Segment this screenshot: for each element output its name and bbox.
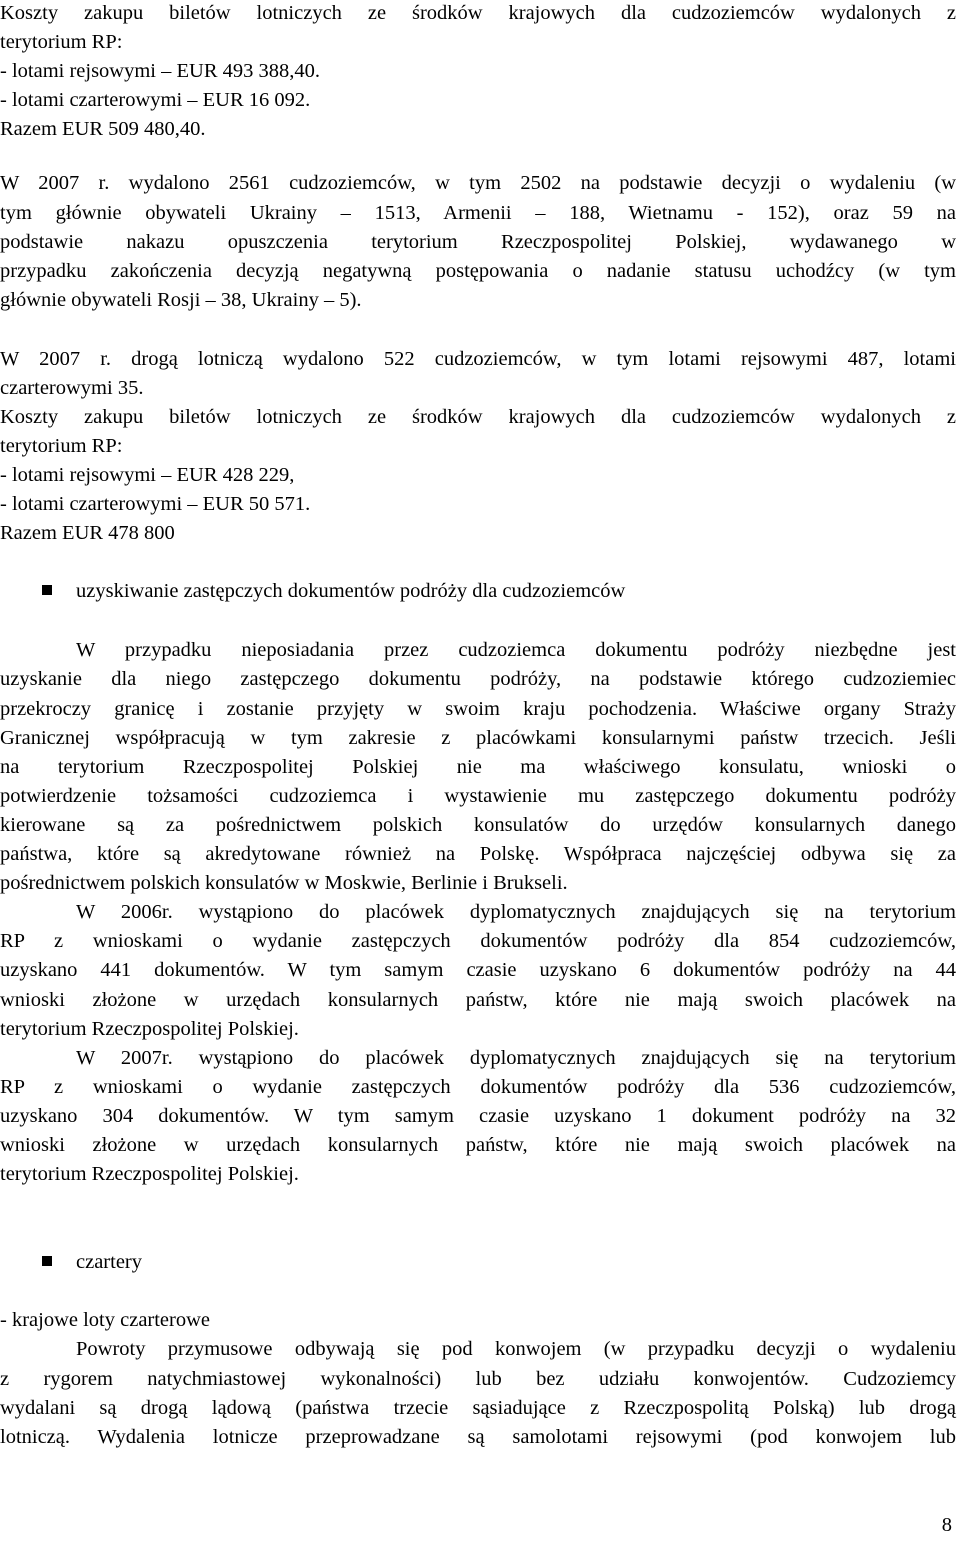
block4-line-9: pośrednictwem polskich konsulatów w Moskwie, Berlinie i Brukseli. — [0, 872, 568, 894]
block6-line-1: W 2007r. wystąpiono do placówek dyplomatycznych znajdujących się na terytorium — [76, 1047, 956, 1069]
square-bullet-icon — [42, 585, 52, 595]
block1-line-4: - lotami czarterowymi – EUR 16 092. — [0, 89, 311, 111]
block3-line-4: terytorium RP: — [0, 435, 123, 457]
block6-line-2: RP z wnioskami o wydanie zastępczych dokumentów podróży dla 536 cudzoziemców, — [0, 1076, 956, 1098]
block4-line-1: W przypadku nieposiadania przez cudzoziemca dokumentu podróży niezbędne jest — [76, 639, 956, 661]
block7-line-3: z rygorem natychmiastowej wykonalności) lub bez udziału konwojentów. Cudzoziemcy — [0, 1368, 956, 1390]
block6-line-3: uzyskano 304 dokumentów. W tym samym czasie uzyskano 1 dokument podróży na 32 — [0, 1105, 956, 1127]
bullet-heading-charters — [0, 1248, 956, 1277]
block4-line-5: na terytorium Rzeczpospolitej Polskiej nie ma właściwego konsulatu, wnioski o — [0, 756, 956, 778]
block3-line-3: Koszty zakupu biletów lotniczych ze środków krajowych dla cudzoziemców wydalonych z — [0, 406, 956, 428]
block4-line-6: potwierdzenie tożsamości cudzoziemca i wystawienie mu zastępczego dokumentu podróży — [0, 785, 956, 807]
block4-line-7: kierowane są za pośrednictwem polskich konsulatów do urzędów konsularnych danego — [0, 814, 956, 836]
block5-line-2: RP z wnioskami o wydanie zastępczych dokumentów podróży dla 854 cudzoziemców, — [0, 930, 956, 952]
page-number: 8 — [941, 1514, 952, 1536]
block2-line-1: W 2007 r. wydalono 2561 cudzoziemców, w tym 2502 na podstawie decyzji o wydaleniu (w — [0, 172, 956, 194]
bullet-heading-travel-documents — [0, 577, 956, 606]
block3-line-6: - lotami czarterowymi – EUR 50 571. — [0, 493, 311, 515]
block3-line-7: Razem EUR 478 800 — [0, 522, 175, 544]
block6-line-5: terytorium Rzeczpospolitej Polskiej. — [0, 1163, 299, 1185]
block7-line-5: lotniczą. Wydalenia lotnicze przeprowadzane są samolotami rejsowymi (pod konwojem lub — [0, 1426, 956, 1448]
block4-line-8: państwa, które są akredytowane również na Polskę. Współpraca najczęściej odbywa się za — [0, 843, 956, 865]
block6-line-4: wnioski złożone w urzędach konsularnych państw, które nie mają swoich placówek na — [0, 1134, 956, 1156]
bullet-heading-text: uzyskiwanie zastępczych dokumentów podróży dla cudzoziemców — [76, 580, 626, 602]
block5-line-1: W 2006r. wystąpiono do placówek dyplomatycznych znajdujących się na terytorium — [76, 901, 956, 923]
block1-line-2: terytorium RP: — [0, 31, 123, 53]
square-bullet-icon — [42, 1256, 52, 1266]
block4-line-3: przekroczy granicę i zostanie przyjęty w swoim kraju pochodzenia. Właściwe organy Straży — [0, 698, 956, 720]
block7-line-4: wydalani są drogą lądową (państwa trzecie sąsiadujące z Rzeczpospolitą Polską) lub drogą — [0, 1397, 956, 1419]
block1-line-3: - lotami rejsowymi – EUR 493 388,40. — [0, 60, 321, 82]
block2-line-5: głównie obywateli Rosji – 38, Ukrainy – 5). — [0, 289, 362, 311]
block2-line-2: tym głównie obywateli Ukrainy – 1513, Armenii – 188, Wietnamu - 152), oraz 59 na — [0, 202, 956, 224]
block5-line-5: terytorium Rzeczpospolitej Polskiej. — [0, 1018, 299, 1040]
block3-line-1: W 2007 r. drogą lotniczą wydalono 522 cudzoziemców, w tym lotami rejsowymi 487, lotami — [0, 348, 956, 370]
block7-line-1: - krajowe loty czarterowe — [0, 1309, 211, 1331]
block4-line-2: uzyskanie dla niego zastępczego dokumentu podróży, na podstawie którego cudzoziemiec — [0, 668, 956, 690]
block2-line-4: przypadku zakończenia decyzją negatywną postępowania o nadanie statusu uchodźcy (w tym — [0, 260, 956, 282]
block3-line-2: czarterowymi 35. — [0, 377, 144, 399]
block3-line-5: - lotami rejsowymi – EUR 428 229, — [0, 464, 295, 486]
block4-line-4: Granicznej współpracują w tym zakresie z placówkami konsularnymi państw trzecich. Jeśli — [0, 727, 956, 749]
block5-line-3: uzyskano 441 dokumentów. W tym samym czasie uzyskano 6 dokumentów podróży na 44 — [0, 959, 956, 981]
block2-line-3: podstawie nakazu opuszczenia terytorium Rzeczpospolitej Polskiej, wydawanego w — [0, 231, 956, 253]
block5-line-4: wnioski złożone w urzędach konsularnych państw, które nie mają swoich placówek na — [0, 989, 956, 1011]
block1-line-5: Razem EUR 509 480,40. — [0, 118, 206, 140]
block1-line-1: Koszty zakupu biletów lotniczych ze środków krajowych dla cudzoziemców wydalonych z — [0, 2, 956, 24]
bullet-heading-text: czartery — [76, 1251, 142, 1273]
block7-line-2: Powroty przymusowe odbywają się pod konwojem (w przypadku decyzji o wydaleniu — [76, 1338, 956, 1360]
